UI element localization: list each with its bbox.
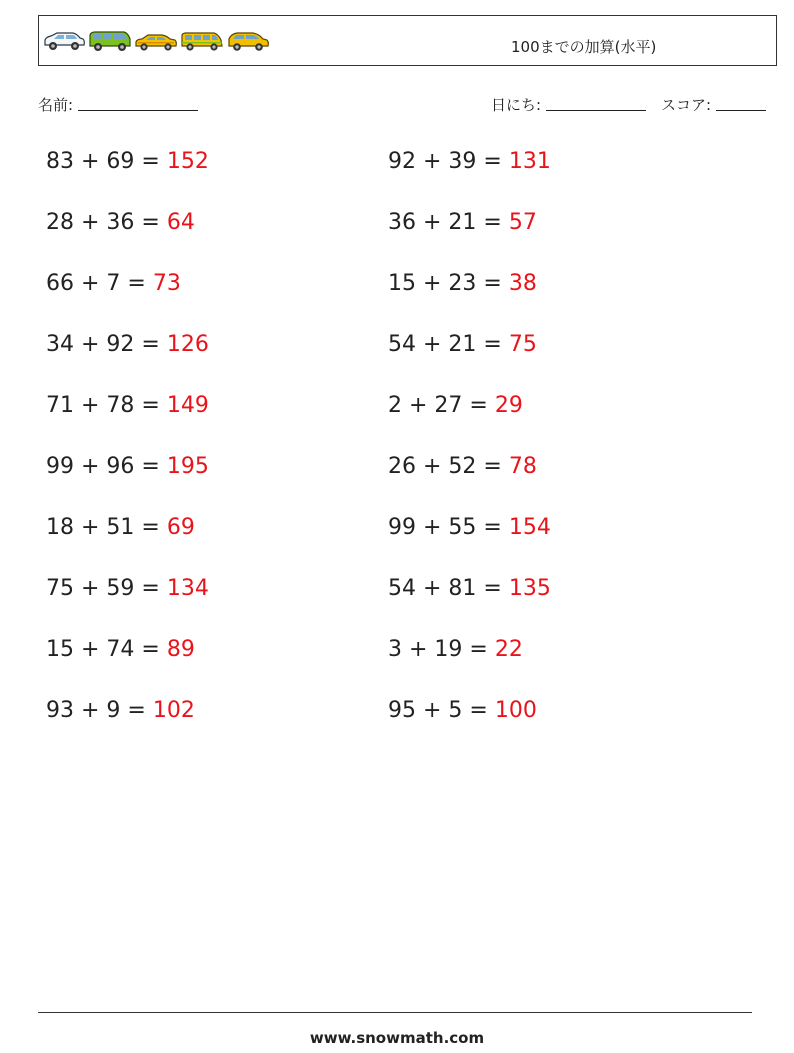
- score-label: スコア:: [661, 96, 712, 114]
- answer: 131: [508, 149, 551, 174]
- score-field[interactable]: [661, 94, 766, 115]
- problem-left-9: 15 + 74 = 89: [46, 637, 195, 662]
- answer: 100: [494, 698, 537, 723]
- answer: 38: [508, 271, 537, 296]
- yellow-taxi-car-icon: [134, 30, 178, 52]
- answer: 29: [494, 393, 523, 418]
- footer-site-link[interactable]: www.snowmath.com: [309, 1029, 485, 1047]
- answer: 149: [166, 393, 209, 418]
- answer: 154: [508, 515, 551, 540]
- problem-right-2: 36 + 21 = 57: [388, 210, 537, 235]
- date-field[interactable]: [491, 94, 646, 115]
- problem-right-3: 15 + 23 = 38: [388, 271, 537, 296]
- worksheet-title: 100までの加算(水平): [511, 38, 657, 56]
- problem-left-3: 66 + 7 = 73: [46, 271, 181, 296]
- date-blank-line[interactable]: [546, 96, 646, 111]
- answer: 134: [166, 576, 209, 601]
- problem-left-7: 18 + 51 = 69: [46, 515, 195, 540]
- answer: 135: [508, 576, 551, 601]
- problem-left-10: 93 + 9 = 102: [46, 698, 195, 723]
- answer: 126: [166, 332, 209, 357]
- answer: 22: [494, 637, 523, 662]
- answer: 73: [152, 271, 181, 296]
- car-icons-row: [42, 30, 270, 52]
- answer: 78: [508, 454, 537, 479]
- answer: 102: [152, 698, 195, 723]
- problem-left-8: 75 + 59 = 134: [46, 576, 209, 601]
- date-label: 日にち:: [491, 96, 542, 114]
- answer: 195: [166, 454, 209, 479]
- problem-right-5: 2 + 27 = 29: [388, 393, 523, 418]
- problem-left-4: 34 + 92 = 126: [46, 332, 209, 357]
- problem-right-4: 54 + 21 = 75: [388, 332, 537, 357]
- problem-right-1: 92 + 39 = 131: [388, 149, 551, 174]
- problem-right-6: 26 + 52 = 78: [388, 454, 537, 479]
- answer: 57: [508, 210, 537, 235]
- problem-right-9: 3 + 19 = 22: [388, 637, 523, 662]
- problem-left-1: 83 + 69 = 152: [46, 149, 209, 174]
- green-minivan-car-icon: [88, 30, 132, 52]
- problem-right-10: 95 + 5 = 100: [388, 698, 537, 723]
- answer: 75: [508, 332, 537, 357]
- answer: 152: [166, 149, 209, 174]
- answer: 64: [166, 210, 195, 235]
- white-suv-car-icon: [42, 30, 86, 52]
- problem-left-2: 28 + 36 = 64: [46, 210, 195, 235]
- worksheet-header: [38, 15, 777, 66]
- yellow-hatchback-car-icon: [226, 30, 270, 52]
- answer: 69: [166, 515, 195, 540]
- problem-right-7: 99 + 55 = 154: [388, 515, 551, 540]
- answer: 89: [166, 637, 195, 662]
- problem-left-6: 99 + 96 = 195: [46, 454, 209, 479]
- name-field[interactable]: [38, 94, 198, 115]
- score-blank-line[interactable]: [716, 96, 766, 111]
- yellow-van-car-icon: [180, 30, 224, 52]
- footer-divider: [38, 1012, 752, 1013]
- problem-right-8: 54 + 81 = 135: [388, 576, 551, 601]
- name-label: 名前:: [38, 96, 74, 114]
- problem-left-5: 71 + 78 = 149: [46, 393, 209, 418]
- name-blank-line[interactable]: [78, 96, 198, 111]
